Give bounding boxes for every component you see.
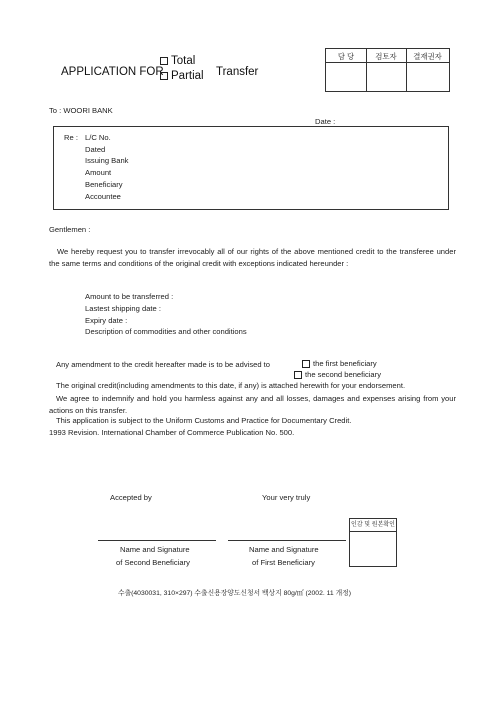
reference-dated[interactable]: Dated [85,145,106,154]
date-label: Date : [315,117,336,126]
amendment-option-first-label: the first beneficiary [313,359,377,368]
condition-expiry-date[interactable]: Expiry date : [85,316,128,325]
subject-to-text: This application is subject to the Uniform Customs and Practice for Documentary Credit. [56,416,352,425]
original-credit-text: The original credit(including amendments to this date, if any) is attached herewith for your endorsement. [56,381,406,390]
checkbox-icon[interactable] [302,360,310,368]
revision-text: 1993 Revision. International Chamber of Commerce Publication No. 500. [49,428,295,437]
reference-lc-no[interactable]: L/C No. [85,133,111,142]
approval-col-reviewer: 검토자 [375,52,397,61]
seal-box[interactable] [349,518,397,567]
salutation: Gentlemen : [49,225,91,234]
form-footer-code: 수출(4030031, 310×297) 수출신용장양도신청서 백상지 80g/㎡ (2002. 11 개정) [118,590,351,597]
right-signature-name: Name and Signature [249,545,319,554]
re-label: Re : [64,133,78,142]
condition-description[interactable]: Description of commodities and other conditions [85,327,247,336]
signature-line-second[interactable] [98,540,216,541]
option-total[interactable] [160,55,195,67]
amendment-text: Any amendment to the credit hereafter made is to be advised to [56,360,271,369]
yours-truly-label: Your very truly [262,493,311,502]
option-partial[interactable] [160,70,204,82]
condition-amount[interactable]: Amount to be transferred : [85,292,174,301]
checkbox-icon[interactable] [160,57,168,65]
right-signature-role: of First Beneficiary [252,558,315,567]
amendment-option-first[interactable] [302,359,377,368]
reference-accountee[interactable]: Accountee [85,192,121,201]
indemnify-text: We agree to indemnify and hold you harmless against any and all losses, damages and expenses arising from your actions on this transfer. [49,394,456,415]
seal-header: 인감 및 원본확인 [350,519,396,532]
option-total-label: Total [171,55,196,67]
approval-col-staff: 담 당 [337,52,355,61]
request-paragraph [49,246,456,270]
approval-box [325,48,450,92]
checkbox-icon[interactable] [294,371,302,379]
accepted-by-label: Accepted by [110,493,152,502]
condition-shipping-date[interactable]: Lastest shipping date : [85,304,161,313]
request-text: We hereby request you to transfer irrevocably all of our rights of the above mentioned credit to the transferee under the same terms and conditions of the original credit with exceptions indicated hereunder : [49,247,456,268]
signature-line-first[interactable] [228,540,346,541]
amendment-option-second-label: the second beneficiary [305,370,381,379]
option-partial-label: Partial [171,70,204,82]
addressee: To : WOORI BANK [49,106,113,115]
left-signature-name: Name and Signature [120,545,190,554]
reference-amount[interactable]: Amount [85,168,112,177]
left-signature-role: of Second Beneficiary [116,558,190,567]
reference-issuing-bank[interactable]: Issuing Bank [85,156,129,165]
approval-col-approver: 결재권자 [413,52,442,61]
form-title-prefix: APPLICATION FOR [61,66,164,78]
amendment-option-second[interactable] [294,370,381,379]
indemnify-paragraph [49,393,456,416]
checkbox-icon[interactable] [160,72,168,80]
form-title-suffix: Transfer [216,66,259,78]
reference-beneficiary[interactable]: Beneficiary [85,180,123,189]
